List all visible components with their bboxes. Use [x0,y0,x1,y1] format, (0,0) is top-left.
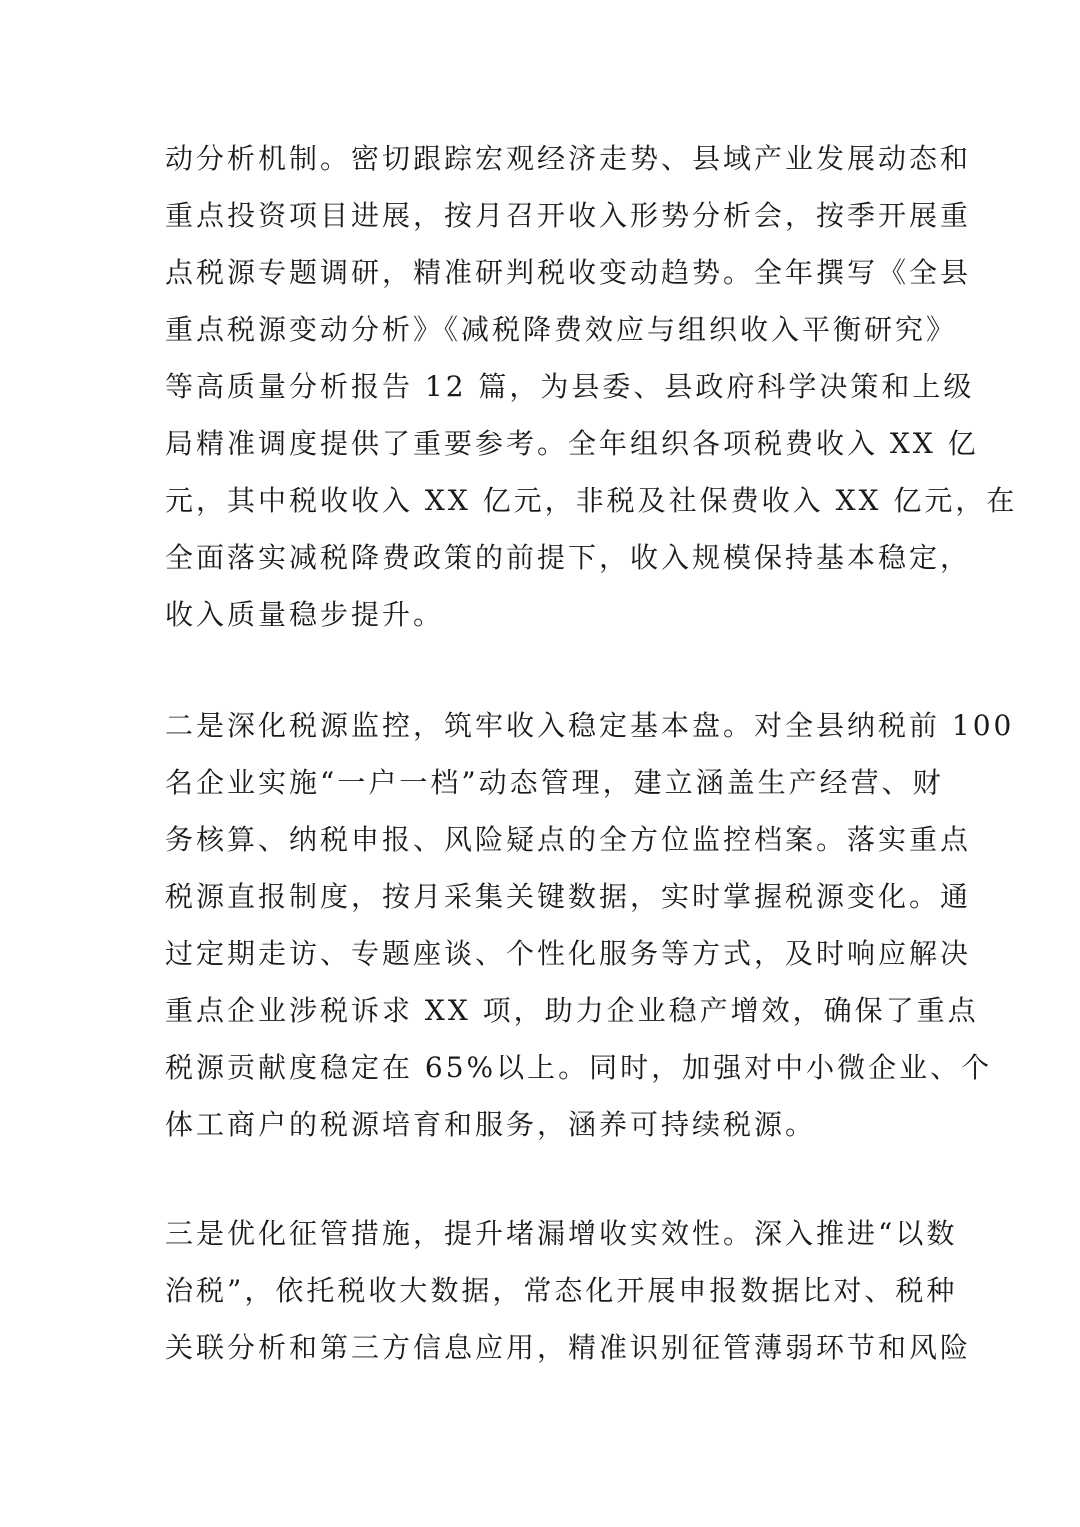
text-line: 重点企业涉税诉求 XX 项，助力企业稳产增效，确保了重点 [165,994,979,1027]
text-line: 三是优化征管措施，提升堵漏增收实效性。深入推进“以数 [165,1217,958,1250]
text-line: 重点投资项目进展，按月召开收入形势分析会，按季开展重 [165,199,972,232]
text-line: 税源直报制度，按月采集关键数据，实时掌握税源变化。通 [165,880,972,913]
paragraph-tax-source-monitoring [165,697,1015,1153]
text-line: 等高质量分析报告 12 篇，为县委、县政府科学决策和上级 [165,370,975,403]
text-line: 元，其中税收收入 XX 亿元，非税及社保费收入 XX 亿元，在 [165,484,1018,517]
text-line: 过定期走访、专题座谈、个性化服务等方式，及时响应解决 [165,937,972,970]
paragraph-collection-measures [165,1205,972,1376]
text-line: 全面落实减税降费政策的前提下，收入规模保持基本稳定， [165,541,972,574]
text-line: 税源贡献度稳定在 65%以上。同时，加强对中小微企业、个 [165,1051,993,1084]
text-line: 关联分析和第三方信息应用，精准识别征管薄弱环节和风险 [165,1331,972,1364]
paragraph-income-analysis [165,130,1018,643]
text-line: 务核算、纳税申报、风险疑点的全方位监控档案。落实重点 [165,823,972,856]
text-line: 治税”，依托税收大数据，常态化开展申报数据比对、税种 [165,1274,958,1307]
text-line: 动分析机制。密切跟踪宏观经济走势、县域产业发展动态和 [165,142,972,175]
text-line: 二是深化税源监控，筑牢收入稳定基本盘。对全县纳税前 100 [165,709,1015,742]
text-line: 局精准调度提供了重要参考。全年组织各项税费收入 XX 亿 [165,427,979,460]
text-line: 体工商户的税源培育和服务，涵养可持续税源。 [165,1108,817,1141]
text-line: 重点税源变动分析》《减税降费效应与组织收入平衡研究》 [165,313,958,346]
text-line: 名企业实施“一户一档”动态管理，建立涵盖生产经营、财 [165,766,944,799]
text-line: 点税源专题调研，精准研判税收变动趋势。全年撰写《全县 [165,256,972,289]
text-line: 收入质量稳步提升。 [165,598,445,631]
